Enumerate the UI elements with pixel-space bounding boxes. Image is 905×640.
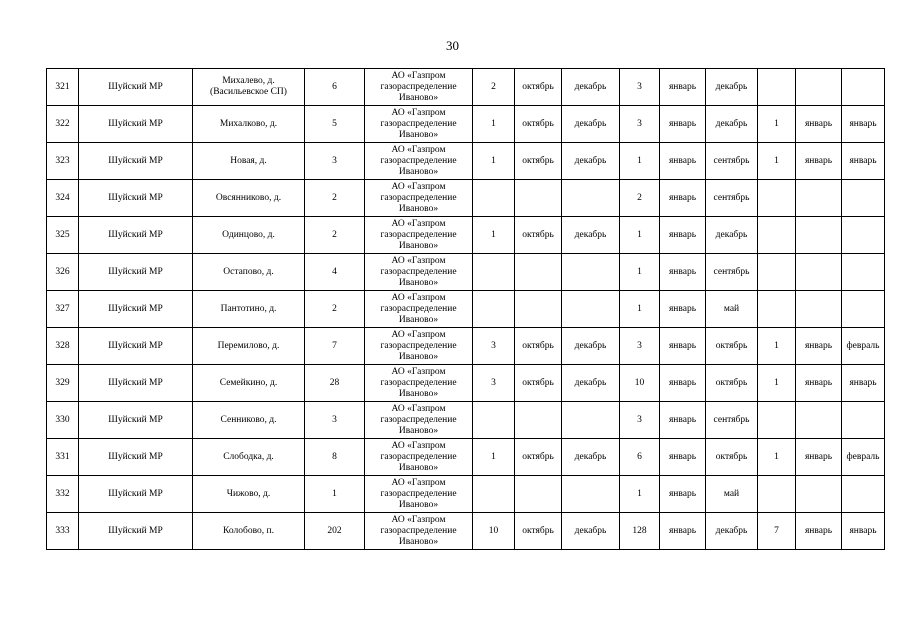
locality-cell: Слободка, д. xyxy=(193,439,305,476)
stage2-start-cell: январь xyxy=(660,402,706,439)
table-row xyxy=(47,365,885,402)
gasification-table xyxy=(46,68,885,550)
stage2-qty-cell: 3 xyxy=(620,106,660,143)
stage2-start-cell: январь xyxy=(660,217,706,254)
stage3-end-cell: февраль xyxy=(842,328,885,365)
stage1-end-cell: декабрь xyxy=(562,365,620,402)
organization-cell: АО «Газпром газораспределение Иваново» xyxy=(365,106,473,143)
table-body xyxy=(47,69,885,550)
stage3-end-cell: январь xyxy=(842,143,885,180)
stage3-qty-cell xyxy=(758,69,796,106)
row-number-cell: 325 xyxy=(47,217,79,254)
district-cell: Шуйский МР xyxy=(79,513,193,550)
stage1-qty-cell: 1 xyxy=(473,143,515,180)
locality-cell: Михалево, д. (Васильевское СП) xyxy=(193,69,305,106)
stage3-start-cell: январь xyxy=(796,106,842,143)
stage2-qty-cell: 1 xyxy=(620,143,660,180)
district-cell: Шуйский МР xyxy=(79,365,193,402)
stage3-end-cell: январь xyxy=(842,106,885,143)
count-cell: 6 xyxy=(305,69,365,106)
stage1-start-cell: октябрь xyxy=(515,69,562,106)
stage1-qty-cell: 3 xyxy=(473,328,515,365)
table-row xyxy=(47,476,885,513)
district-cell: Шуйский МР xyxy=(79,180,193,217)
stage3-end-cell: январь xyxy=(842,513,885,550)
table-row xyxy=(47,106,885,143)
organization-cell: АО «Газпром газораспределение Иваново» xyxy=(365,476,473,513)
locality-cell: Перемилово, д. xyxy=(193,328,305,365)
organization-cell: АО «Газпром газораспределение Иваново» xyxy=(365,439,473,476)
stage2-qty-cell: 128 xyxy=(620,513,660,550)
district-cell: Шуйский МР xyxy=(79,439,193,476)
stage1-qty-cell xyxy=(473,291,515,328)
stage2-qty-cell: 3 xyxy=(620,328,660,365)
table-row xyxy=(47,69,885,106)
row-number-cell: 333 xyxy=(47,513,79,550)
stage3-qty-cell xyxy=(758,402,796,439)
count-cell: 5 xyxy=(305,106,365,143)
stage3-start-cell xyxy=(796,402,842,439)
organization-cell: АО «Газпром газораспределение Иваново» xyxy=(365,143,473,180)
stage1-qty-cell: 1 xyxy=(473,106,515,143)
stage2-start-cell: январь xyxy=(660,291,706,328)
locality-cell: Чижово, д. xyxy=(193,476,305,513)
count-cell: 3 xyxy=(305,402,365,439)
stage3-end-cell xyxy=(842,402,885,439)
stage2-start-cell: январь xyxy=(660,513,706,550)
stage2-qty-cell: 3 xyxy=(620,69,660,106)
stage2-start-cell: январь xyxy=(660,69,706,106)
stage2-end-cell: декабрь xyxy=(706,106,758,143)
table-row xyxy=(47,328,885,365)
stage1-qty-cell: 3 xyxy=(473,365,515,402)
stage2-end-cell: сентябрь xyxy=(706,402,758,439)
locality-cell: Новая, д. xyxy=(193,143,305,180)
stage1-start-cell: октябрь xyxy=(515,106,562,143)
district-cell: Шуйский МР xyxy=(79,69,193,106)
stage3-qty-cell xyxy=(758,476,796,513)
stage2-end-cell: сентябрь xyxy=(706,254,758,291)
stage1-end-cell: декабрь xyxy=(562,69,620,106)
stage2-end-cell: сентябрь xyxy=(706,180,758,217)
stage2-start-cell: январь xyxy=(660,365,706,402)
stage2-end-cell: октябрь xyxy=(706,365,758,402)
organization-cell: АО «Газпром газораспределение Иваново» xyxy=(365,365,473,402)
stage1-end-cell: декабрь xyxy=(562,513,620,550)
stage3-qty-cell: 7 xyxy=(758,513,796,550)
stage3-end-cell xyxy=(842,69,885,106)
locality-cell: Михалково, д. xyxy=(193,106,305,143)
stage2-end-cell: май xyxy=(706,476,758,513)
stage1-end-cell: декабрь xyxy=(562,328,620,365)
stage3-start-cell: январь xyxy=(796,328,842,365)
stage2-start-cell: январь xyxy=(660,180,706,217)
stage1-start-cell: октябрь xyxy=(515,513,562,550)
count-cell: 28 xyxy=(305,365,365,402)
stage3-end-cell xyxy=(842,476,885,513)
stage2-qty-cell: 10 xyxy=(620,365,660,402)
stage2-end-cell: декабрь xyxy=(706,513,758,550)
stage3-qty-cell xyxy=(758,291,796,328)
stage1-qty-cell: 1 xyxy=(473,439,515,476)
row-number-cell: 323 xyxy=(47,143,79,180)
count-cell: 2 xyxy=(305,291,365,328)
locality-cell: Овсянниково, д. xyxy=(193,180,305,217)
stage3-start-cell: январь xyxy=(796,513,842,550)
locality-cell: Остапово, д. xyxy=(193,254,305,291)
locality-cell: Семейкино, д. xyxy=(193,365,305,402)
stage3-start-cell xyxy=(796,180,842,217)
stage1-start-cell xyxy=(515,402,562,439)
stage2-qty-cell: 1 xyxy=(620,217,660,254)
stage1-qty-cell: 1 xyxy=(473,217,515,254)
district-cell: Шуйский МР xyxy=(79,402,193,439)
organization-cell: АО «Газпром газораспределение Иваново» xyxy=(365,69,473,106)
row-number-cell: 326 xyxy=(47,254,79,291)
stage3-end-cell xyxy=(842,217,885,254)
stage3-start-cell xyxy=(796,217,842,254)
row-number-cell: 329 xyxy=(47,365,79,402)
locality-cell: Колобово, п. xyxy=(193,513,305,550)
organization-cell: АО «Газпром газораспределение Иваново» xyxy=(365,254,473,291)
stage1-end-cell xyxy=(562,476,620,513)
stage2-end-cell: декабрь xyxy=(706,217,758,254)
row-number-cell: 328 xyxy=(47,328,79,365)
stage2-qty-cell: 3 xyxy=(620,402,660,439)
organization-cell: АО «Газпром газораспределение Иваново» xyxy=(365,328,473,365)
table-row xyxy=(47,254,885,291)
stage2-qty-cell: 2 xyxy=(620,180,660,217)
stage1-qty-cell xyxy=(473,254,515,291)
stage1-qty-cell: 10 xyxy=(473,513,515,550)
stage1-start-cell: октябрь xyxy=(515,328,562,365)
district-cell: Шуйский МР xyxy=(79,254,193,291)
row-number-cell: 327 xyxy=(47,291,79,328)
stage3-start-cell: январь xyxy=(796,365,842,402)
stage1-start-cell xyxy=(515,291,562,328)
row-number-cell: 321 xyxy=(47,69,79,106)
stage2-start-cell: январь xyxy=(660,439,706,476)
stage3-start-cell: январь xyxy=(796,439,842,476)
stage2-end-cell: октябрь xyxy=(706,439,758,476)
stage2-qty-cell: 1 xyxy=(620,254,660,291)
stage1-qty-cell xyxy=(473,180,515,217)
count-cell: 2 xyxy=(305,217,365,254)
stage2-start-cell: январь xyxy=(660,254,706,291)
stage2-end-cell: сентябрь xyxy=(706,143,758,180)
stage3-start-cell xyxy=(796,291,842,328)
stage1-qty-cell: 2 xyxy=(473,69,515,106)
organization-cell: АО «Газпром газораспределение Иваново» xyxy=(365,291,473,328)
district-cell: Шуйский МР xyxy=(79,476,193,513)
stage3-end-cell: февраль xyxy=(842,439,885,476)
stage3-start-cell xyxy=(796,69,842,106)
stage3-qty-cell: 1 xyxy=(758,106,796,143)
stage1-start-cell: октябрь xyxy=(515,217,562,254)
stage3-start-cell: январь xyxy=(796,143,842,180)
stage1-start-cell: октябрь xyxy=(515,439,562,476)
district-cell: Шуйский МР xyxy=(79,291,193,328)
stage1-start-cell xyxy=(515,476,562,513)
stage1-end-cell: декабрь xyxy=(562,217,620,254)
table-row xyxy=(47,439,885,476)
district-cell: Шуйский МР xyxy=(79,328,193,365)
stage3-end-cell xyxy=(842,180,885,217)
stage3-qty-cell: 1 xyxy=(758,328,796,365)
table-row xyxy=(47,180,885,217)
row-number-cell: 330 xyxy=(47,402,79,439)
stage3-qty-cell: 1 xyxy=(758,365,796,402)
district-cell: Шуйский МР xyxy=(79,106,193,143)
organization-cell: АО «Газпром газораспределение Иваново» xyxy=(365,180,473,217)
table-row xyxy=(47,402,885,439)
page-number: 30 xyxy=(446,38,459,53)
stage2-end-cell: май xyxy=(706,291,758,328)
table-row xyxy=(47,291,885,328)
table-row xyxy=(47,217,885,254)
stage2-end-cell: октябрь xyxy=(706,328,758,365)
stage1-end-cell: декабрь xyxy=(562,106,620,143)
stage2-qty-cell: 6 xyxy=(620,439,660,476)
count-cell: 3 xyxy=(305,143,365,180)
row-number-cell: 324 xyxy=(47,180,79,217)
stage1-start-cell: октябрь xyxy=(515,365,562,402)
stage1-start-cell xyxy=(515,180,562,217)
stage1-end-cell xyxy=(562,291,620,328)
row-number-cell: 331 xyxy=(47,439,79,476)
count-cell: 1 xyxy=(305,476,365,513)
stage3-start-cell xyxy=(796,254,842,291)
stage3-qty-cell xyxy=(758,254,796,291)
organization-cell: АО «Газпром газораспределение Иваново» xyxy=(365,513,473,550)
stage2-qty-cell: 1 xyxy=(620,476,660,513)
stage3-qty-cell: 1 xyxy=(758,439,796,476)
stage3-end-cell: январь xyxy=(842,365,885,402)
stage1-start-cell: октябрь xyxy=(515,143,562,180)
stage1-start-cell xyxy=(515,254,562,291)
stage3-qty-cell: 1 xyxy=(758,143,796,180)
stage1-qty-cell xyxy=(473,402,515,439)
stage2-qty-cell: 1 xyxy=(620,291,660,328)
stage1-end-cell: декабрь xyxy=(562,143,620,180)
organization-cell: АО «Газпром газораспределение Иваново» xyxy=(365,402,473,439)
stage1-end-cell: декабрь xyxy=(562,439,620,476)
row-number-cell: 322 xyxy=(47,106,79,143)
count-cell: 2 xyxy=(305,180,365,217)
stage3-end-cell xyxy=(842,291,885,328)
district-cell: Шуйский МР xyxy=(79,143,193,180)
stage1-end-cell xyxy=(562,254,620,291)
organization-cell: АО «Газпром газораспределение Иваново» xyxy=(365,217,473,254)
table-row xyxy=(47,513,885,550)
stage2-start-cell: январь xyxy=(660,328,706,365)
stage1-end-cell xyxy=(562,402,620,439)
stage3-end-cell xyxy=(842,254,885,291)
stage1-qty-cell xyxy=(473,476,515,513)
stage2-start-cell: январь xyxy=(660,106,706,143)
count-cell: 202 xyxy=(305,513,365,550)
count-cell: 4 xyxy=(305,254,365,291)
stage3-qty-cell xyxy=(758,180,796,217)
stage3-qty-cell xyxy=(758,217,796,254)
stage1-end-cell xyxy=(562,180,620,217)
row-number-cell: 332 xyxy=(47,476,79,513)
count-cell: 7 xyxy=(305,328,365,365)
table-row xyxy=(47,143,885,180)
stage2-start-cell: январь xyxy=(660,476,706,513)
district-cell: Шуйский МР xyxy=(79,217,193,254)
locality-cell: Пантотино, д. xyxy=(193,291,305,328)
locality-cell: Сенниково, д. xyxy=(193,402,305,439)
stage2-start-cell: январь xyxy=(660,143,706,180)
stage2-end-cell: декабрь xyxy=(706,69,758,106)
stage3-start-cell xyxy=(796,476,842,513)
count-cell: 8 xyxy=(305,439,365,476)
locality-cell: Одинцово, д. xyxy=(193,217,305,254)
